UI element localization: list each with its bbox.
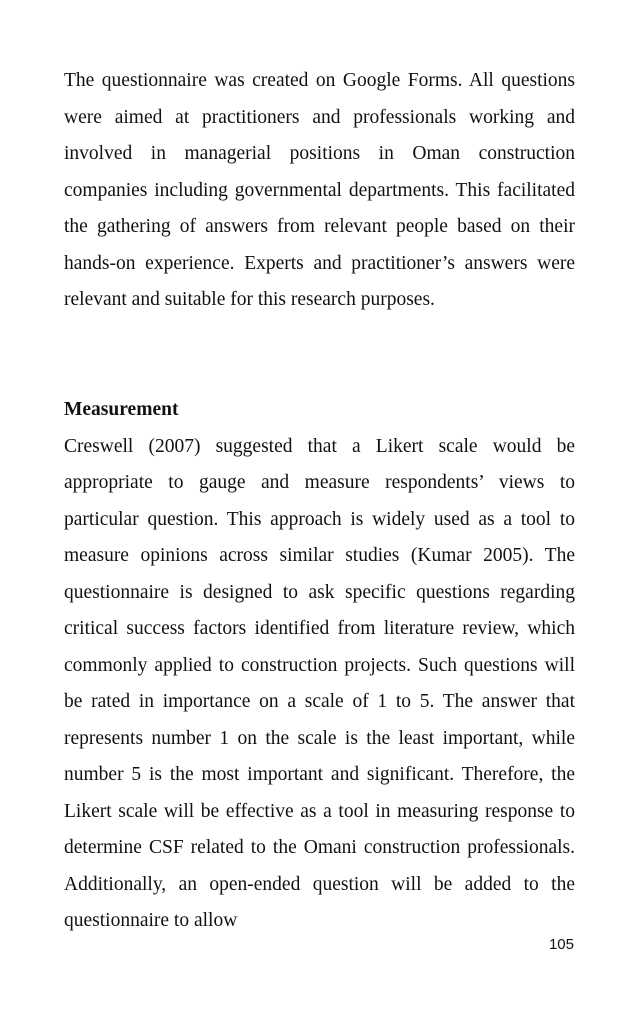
section-heading: Measurement — [64, 399, 179, 420]
measurement-paragraph: Creswell (2007) suggested that a Likert scale would be appropriate to gauge and measure respondents’ views to particular question. This approach is widely used as a tool to measure opinions across similar studies (Kumar 2005). The questionnaire is designed to ask specific questions regarding critical success factors identified from literature review, which commonly applied to construction projects. Such questions will be rated in importance on a scale of 1 to 5. The answer that represents number 1 on the scale is the least important, while number 5 is the most important and significant. Therefore, the Likert scale will be effective as a tool in measuring response to determine CSF related to the Omani construction professionals. Additionally, an open-ended question will be added to the questionnaire to allow — [64, 435, 575, 931]
intro-paragraph: The questionnaire was created on Google Forms. All questions were aimed at practitioners and professionals working and involved in managerial positions in Oman construction companies including governmental departments. This facilitated the gathering of answers from relevant people based on their hands-on experience. Experts and practitioner’s answers were relevant and suitable for this research purposes. — [64, 70, 575, 310]
page-number: 105 — [548, 936, 574, 953]
measurement-section — [64, 392, 575, 940]
intro-paragraph-block — [64, 63, 575, 319]
